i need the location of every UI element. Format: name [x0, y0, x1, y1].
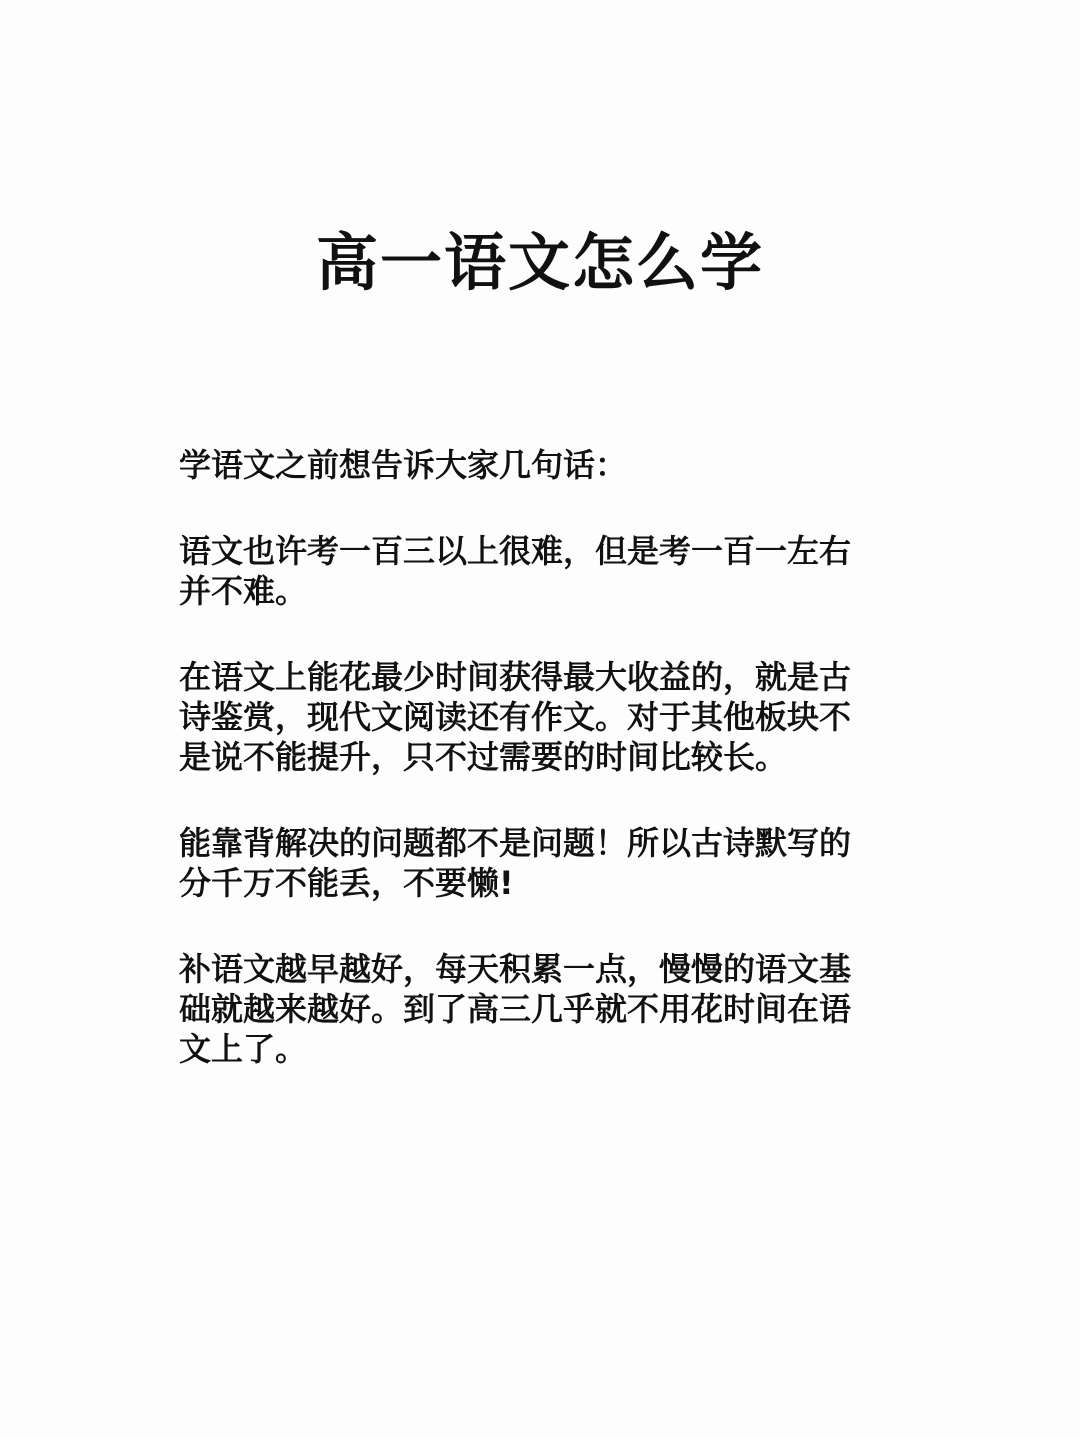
paragraph-memorization: 能靠背解决的问题都不是问题！所以古诗默写的分千万不能丢，不要懒! — [179, 824, 852, 902]
paragraph-start-early: 补语文越早越好，每天积累一点，慢慢的语文基础就越来越好。到了高三几乎就不用花时间在语文上了。 — [179, 950, 852, 1068]
article-body — [179, 445, 879, 1115]
paragraph-intro: 学语文之前想告诉大家几句话： — [179, 446, 628, 484]
page-title: 高一语文怎么学 — [315, 226, 764, 299]
paragraph-score-goal: 语文也许考一百三以上很难，但是考一百一左右并不难。 — [179, 532, 852, 610]
paragraph-priority-sections: 在语文上能花最少时间获得最大收益的，就是古诗鉴赏，现代文阅读还有作文。对于其他板块不是说不能提升，只不过需要的时间比较长。 — [179, 658, 852, 776]
